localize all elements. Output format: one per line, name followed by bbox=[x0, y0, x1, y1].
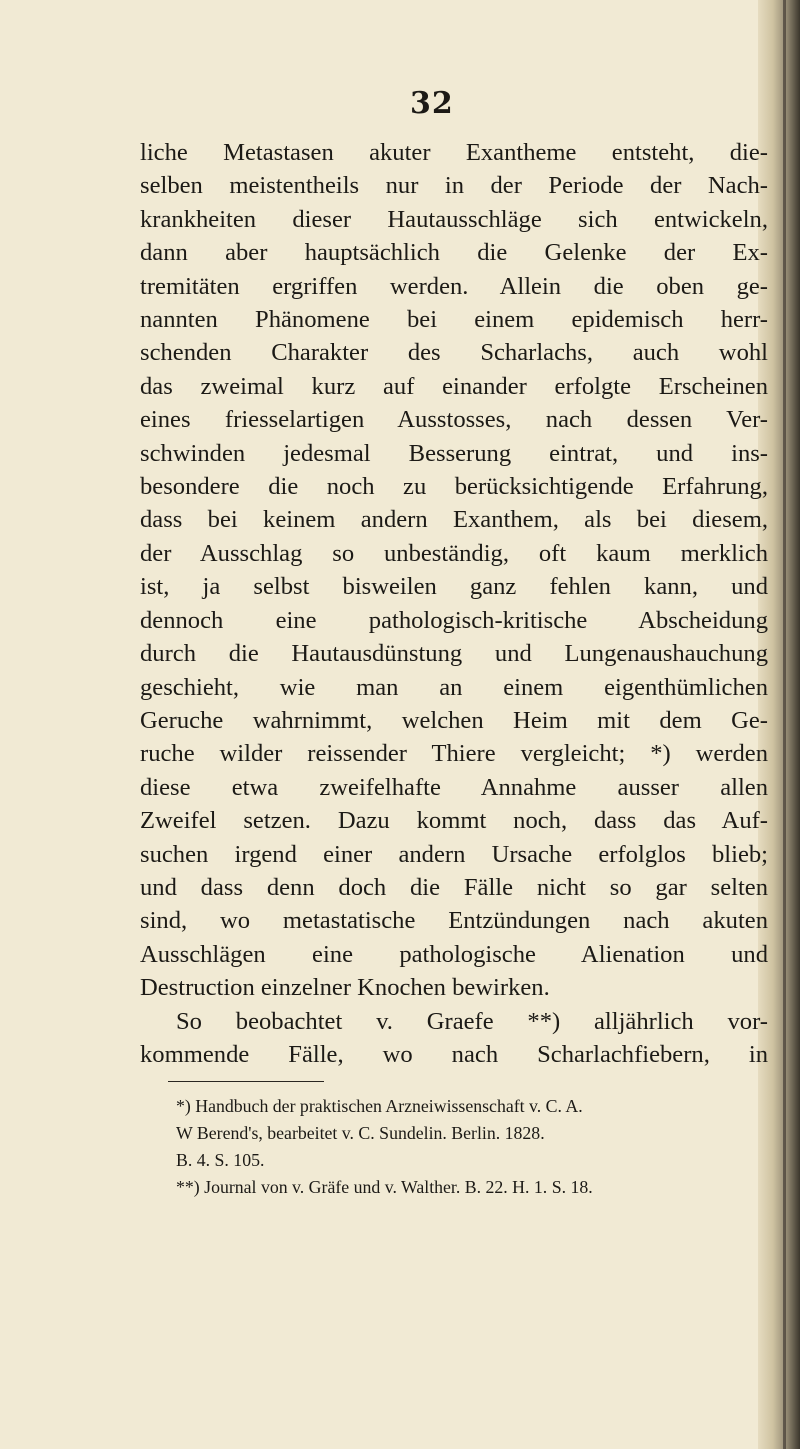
text-line: Zweifel setzen. Dazu kommt noch, dass das Auf- bbox=[140, 807, 768, 835]
text-line: So beobachtet v. Graefe **) alljährlich vor- bbox=[176, 1007, 768, 1035]
page-number: 32 bbox=[410, 86, 454, 121]
footnote-line: B. 4. S. 105. bbox=[176, 1150, 265, 1170]
text-line: diese etwa zweifelhafte Annahme ausser allen bbox=[140, 773, 768, 801]
page-edge-line bbox=[783, 0, 786, 1449]
text-line: Ausschlägen eine pathologische Alienation und bbox=[140, 940, 768, 968]
footnote-line: *) Handbuch der praktischen Arzneiwissenschaft v. C. A. bbox=[176, 1096, 583, 1116]
footnote-line: **) Journal von v. Gräfe und v. Walther. B. 22. H. 1. S. 18. bbox=[176, 1177, 593, 1197]
text-line: und dass denn doch die Fälle nicht so gar selten bbox=[140, 873, 768, 901]
text-line: Destruction einzelner Knochen bewirken. bbox=[140, 974, 550, 1002]
text-line: eines friesselartigen Ausstosses, nach dessen Ver- bbox=[140, 406, 768, 434]
text-line: geschieht, wie man an einem eigenthümlichen bbox=[140, 673, 768, 701]
text-line: schwinden jedesmal Besserung eintrat, und ins- bbox=[140, 439, 768, 467]
text-line: schenden Charakter des Scharlachs, auch wohl bbox=[140, 339, 768, 367]
text-line: sind, wo metastatische Entzündungen nach akuten bbox=[140, 907, 768, 935]
text-line: ruche wilder reissender Thiere vergleicht; *) werden bbox=[140, 740, 768, 768]
footnotes bbox=[140, 1093, 768, 1201]
footnote-line: W Berend's, bearbeitet v. C. Sundelin. Berlin. 1828. bbox=[176, 1123, 545, 1143]
text-line: selben meistentheils nur in der Periode der Nach- bbox=[140, 172, 768, 200]
text-line: besondere die noch zu berücksichtigende Erfahrung, bbox=[140, 473, 768, 501]
text-line: durch die Hautausdünstung und Lungenaushauchung bbox=[140, 640, 768, 668]
text-line: tremitäten ergriffen werden. Allein die oben ge- bbox=[140, 272, 768, 300]
body-text bbox=[140, 136, 768, 1071]
text-line: liche Metastasen akuter Exantheme entsteht, die- bbox=[140, 139, 768, 166]
text-line: suchen irgend einer andern Ursache erfolglos blieb; bbox=[140, 840, 768, 868]
text-line: krankheiten dieser Hautausschläge sich entwickeln, bbox=[140, 205, 768, 233]
text-line: Geruche wahrnimmt, welchen Heim mit dem Ge- bbox=[140, 706, 768, 734]
text-line: dass bei keinem andern Exanthem, als bei diesem, bbox=[140, 506, 768, 534]
text-line: der Ausschlag so unbeständig, oft kaum merklich bbox=[140, 539, 768, 567]
text-line: dann aber hauptsächlich die Gelenke der Ex- bbox=[140, 239, 768, 267]
text-line: dennoch eine pathologisch-kritische Abscheidung bbox=[140, 606, 768, 634]
text-line: kommende Fälle, wo nach Scharlachfiebern, in bbox=[140, 1040, 768, 1068]
footnote-rule bbox=[168, 1081, 324, 1082]
text-line: das zweimal kurz auf einander erfolgte Erscheinen bbox=[140, 372, 768, 400]
text-line: ist, ja selbst bisweilen ganz fehlen kann, und bbox=[140, 573, 768, 601]
text-line: nannten Phänomene bei einem epidemisch herr- bbox=[140, 306, 768, 334]
